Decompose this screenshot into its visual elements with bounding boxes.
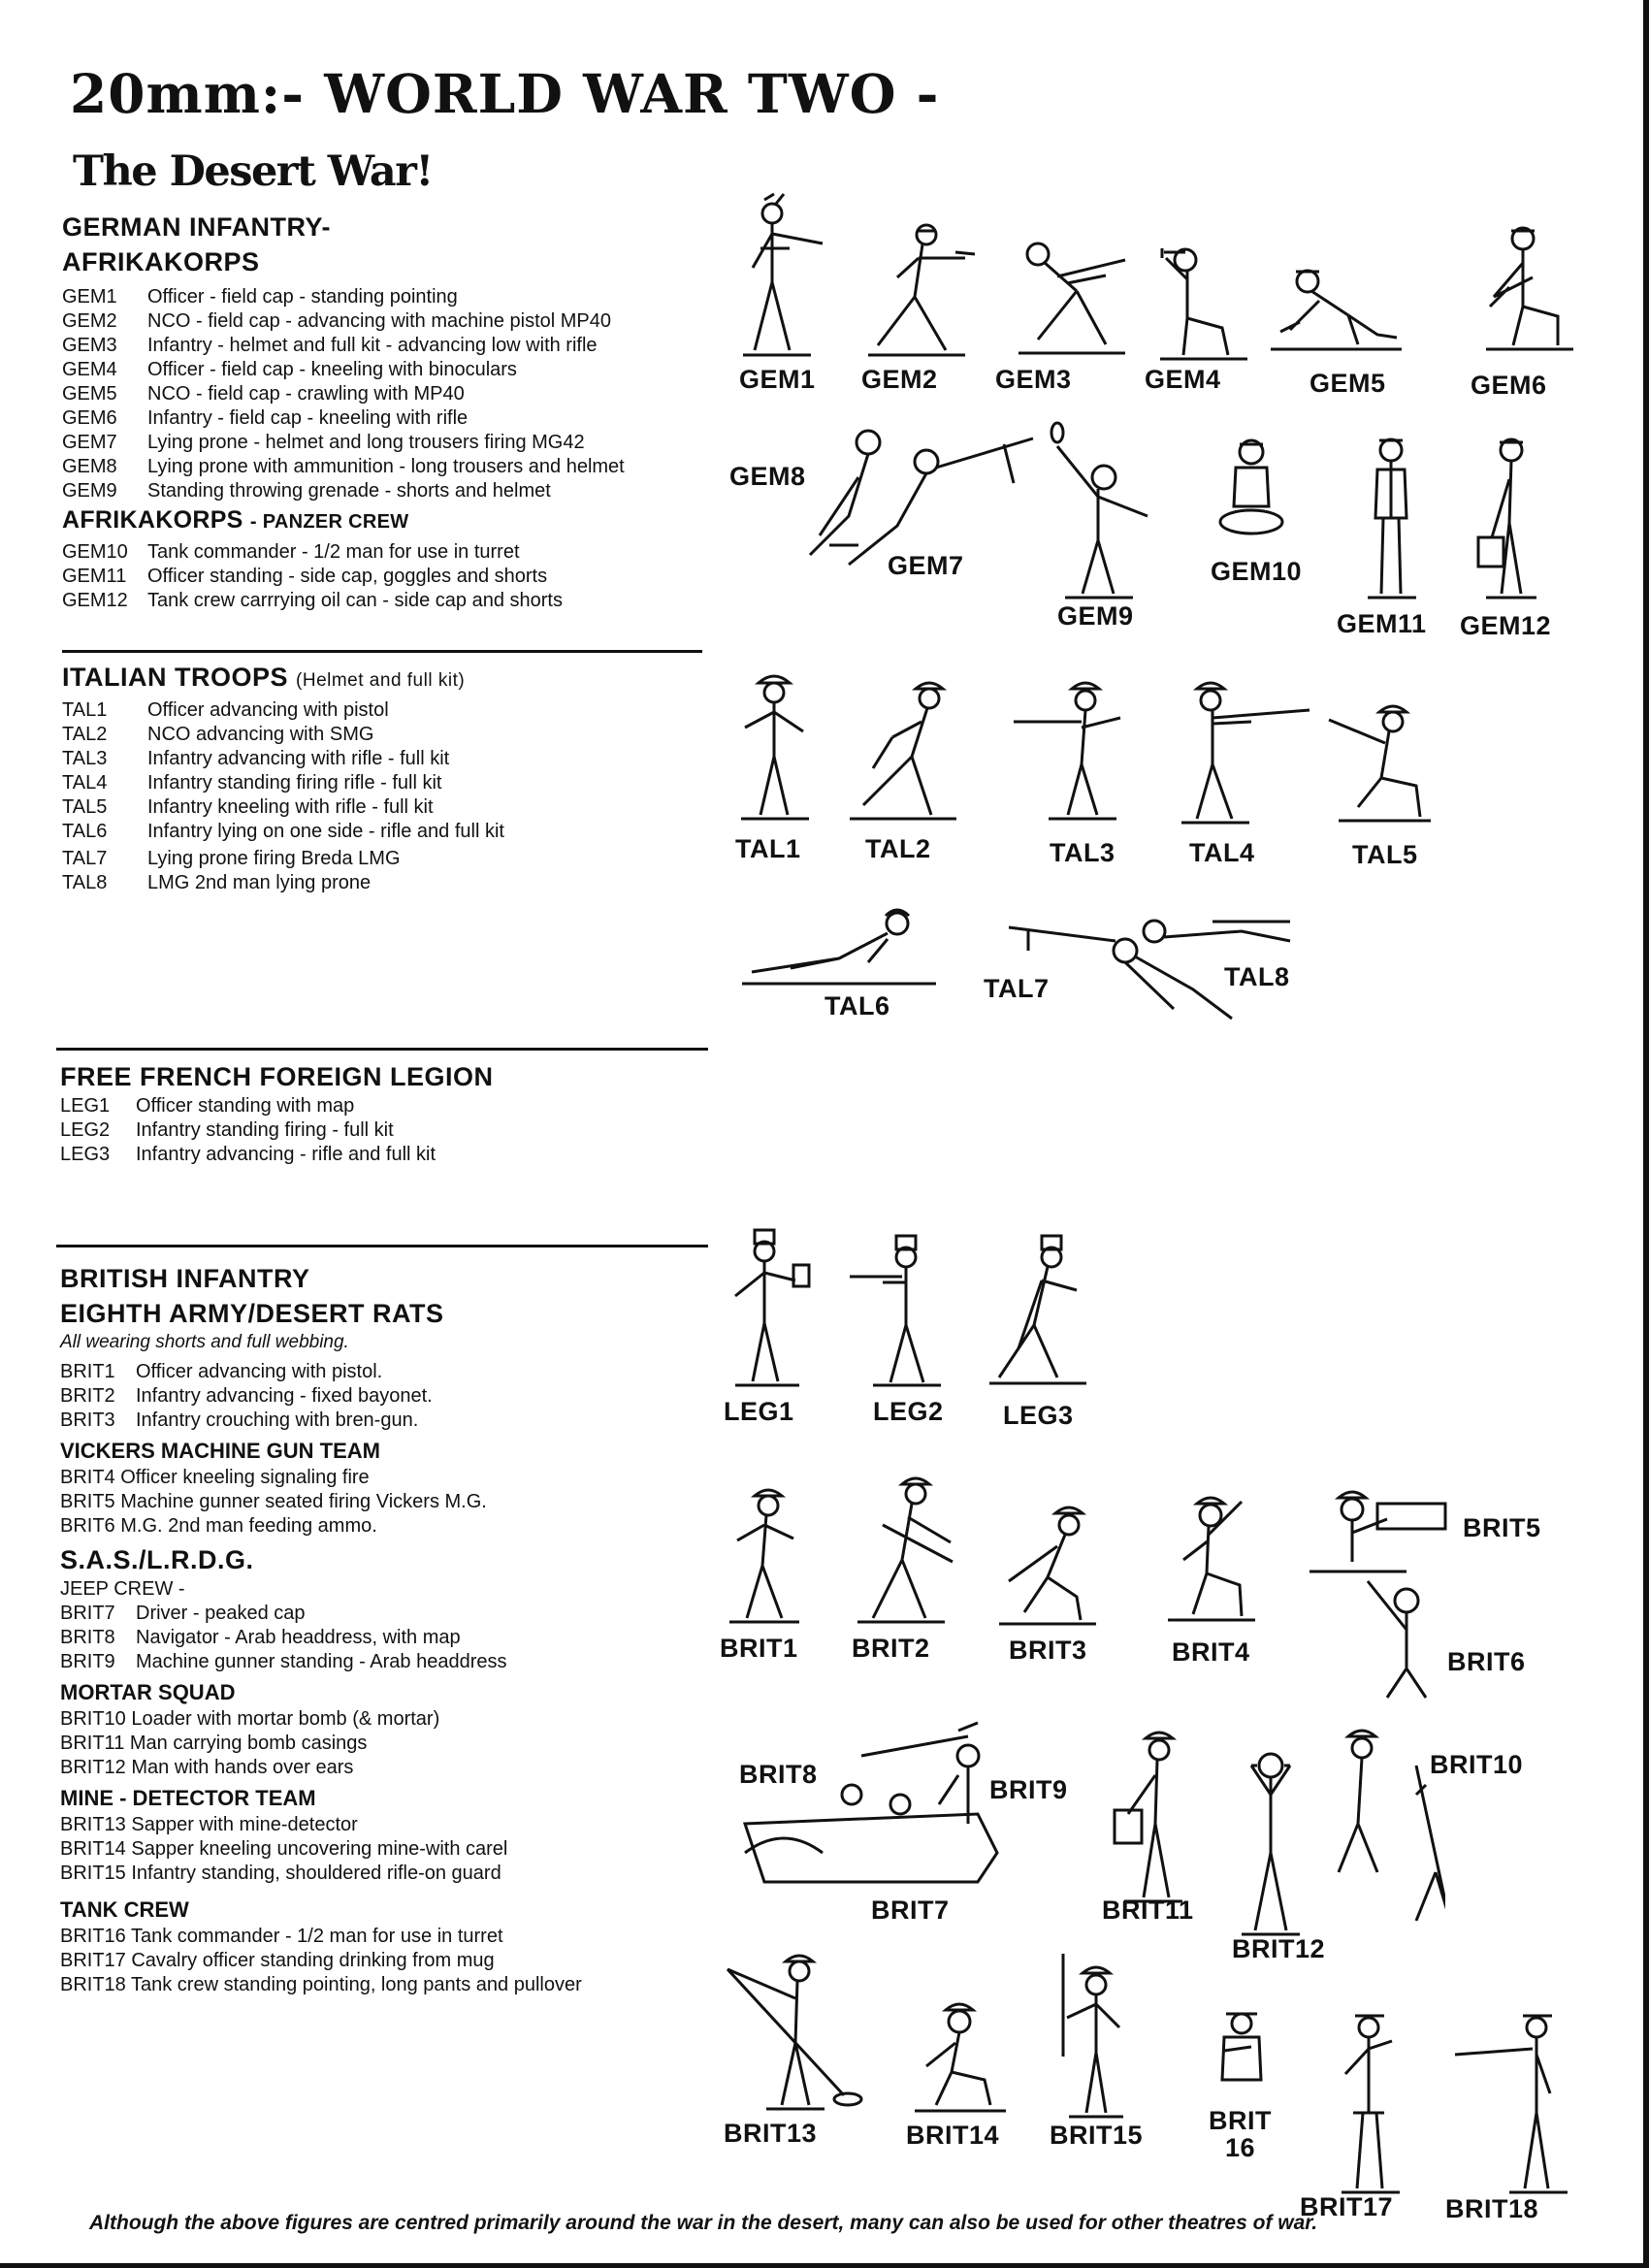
list-item: BRIT1 Officer advancing with pistol. (60, 1361, 383, 1382)
label-gem4: GEM4 (1145, 365, 1221, 394)
figure-brit11 (1101, 1727, 1198, 1911)
british-note: All wearing shorts and full webbing. (60, 1332, 349, 1352)
figure-brit16 (1203, 2002, 1280, 2090)
label-leg3: LEG3 (1003, 1401, 1074, 1430)
label-brit5: BRIT5 (1463, 1513, 1541, 1542)
legion-section (60, 1059, 720, 1167)
list-item: BRIT15 Infantry standing, shouldered rifle-on guard (60, 1863, 501, 1884)
figure-gem9 (1036, 419, 1162, 603)
label-gem2: GEM2 (861, 365, 938, 394)
figure-brit1 (718, 1484, 815, 1630)
list-item: BRIT9 Machine gunner standing - Arab headdress (60, 1651, 507, 1672)
label-gem6: GEM6 (1471, 371, 1547, 400)
figure-gem3 (999, 233, 1135, 364)
list-item: BRIT16 Tank commander - 1/2 man for use in turret (60, 1926, 503, 1947)
list-item: GEM8 Lying prone with ammunition - long trousers and helmet (62, 456, 625, 477)
list-item: GEM4 Officer - field cap - kneeling with binoculars (62, 359, 517, 380)
list-item: LEG3 Infantry advancing - rifle and full kit (60, 1144, 436, 1165)
label-brit12: BRIT12 (1232, 1934, 1326, 1963)
label-gem7: GEM7 (888, 551, 964, 580)
label-tal5: TAL5 (1352, 840, 1418, 869)
label-brit17: BRIT17 (1300, 2192, 1394, 2221)
label-brit8: BRIT8 (739, 1760, 818, 1789)
footer-note: Although the above figures are centred primarily around the war in the desert, many can also be used for other theatres of war. (89, 2212, 1318, 2234)
label-gem9: GEM9 (1057, 601, 1134, 631)
label-gem10: GEM10 (1211, 557, 1303, 586)
label-tal1: TAL1 (735, 834, 801, 863)
label-brit2: BRIT2 (852, 1634, 930, 1663)
label-brit6: BRIT6 (1447, 1647, 1526, 1676)
label-tal2: TAL2 (865, 834, 931, 863)
figure-gem2 (858, 219, 985, 365)
italian-heading: ITALIAN TROOPS (Helmet and full kit) (62, 663, 466, 692)
list-item: LEG2 Infantry standing firing - full kit (60, 1119, 394, 1141)
list-item: BRIT10 Loader with mortar bomb (& mortar) (60, 1708, 440, 1730)
jeep-crew-label: JEEP CREW - (60, 1578, 185, 1600)
page-title: 20mm:- WORLD WAR TWO - (70, 62, 940, 125)
german-heading: GERMAN INFANTRY- (62, 212, 331, 242)
list-item: BRIT7 Driver - peaked cap (60, 1603, 306, 1624)
figure-gem12 (1463, 431, 1550, 605)
figure-leg3 (980, 1232, 1096, 1392)
label-gem3: GEM3 (995, 365, 1072, 394)
list-item: BRIT13 Sapper with mine-detector (60, 1814, 358, 1835)
figure-brit4 (1154, 1492, 1261, 1630)
label-leg1: LEG1 (724, 1397, 794, 1426)
label-brit13: BRIT13 (724, 2119, 818, 2148)
label-leg2: LEG2 (873, 1397, 944, 1426)
eighth-army-heading: EIGHTH ARMY/DESERT RATS (60, 1299, 444, 1328)
figure-brit5-brit6 (1300, 1484, 1465, 1707)
scan-edge-right (1643, 0, 1649, 2268)
list-item: GEM3 Infantry - helmet and full kit - advancing low with rifle (62, 335, 598, 356)
figure-tal2 (834, 679, 970, 825)
label-gem1: GEM1 (739, 365, 816, 394)
figure-brit18 (1436, 2006, 1571, 2200)
label-tal8: TAL8 (1224, 962, 1290, 991)
figure-brit13 (718, 1950, 863, 2115)
list-item: BRIT3 Infantry crouching with bren-gun. (60, 1409, 419, 1431)
list-item: TAL4 Infantry standing firing rifle - full kit (62, 772, 442, 794)
label-brit18: BRIT18 (1445, 2194, 1539, 2223)
list-item: GEM6 Infantry - field cap - kneeling with rifle (62, 407, 469, 429)
british-section (60, 1261, 720, 1997)
page-subtitle: The Desert War! (73, 147, 433, 196)
list-item: TAL3 Infantry advancing with rifle - full kit (62, 748, 450, 769)
list-item: GEM1 Officer - field cap - standing pointing (62, 286, 458, 308)
list-item: LEG1 Officer standing with map (60, 1095, 355, 1117)
italian-section (62, 660, 722, 895)
label-gem5: GEM5 (1310, 369, 1386, 398)
label-tal3: TAL3 (1050, 838, 1116, 867)
figure-gem5 (1261, 262, 1406, 369)
list-item: BRIT2 Infantry advancing - fixed bayonet. (60, 1385, 433, 1407)
label-tal4: TAL4 (1189, 838, 1255, 867)
list-item: GEM9 Standing throwing grenade - shorts and helmet (62, 480, 551, 502)
figure-tal6 (732, 900, 946, 997)
label-brit9: BRIT9 (989, 1775, 1068, 1804)
figure-gem1 (726, 190, 842, 365)
panzer-crew-heading: AFRIKAKORPS - PANZER CREW (62, 506, 409, 534)
figure-brit7-brit8-brit9 (726, 1707, 1017, 1892)
list-item: GEM2 NCO - field cap - advancing with machine pistol MP40 (62, 310, 611, 332)
list-item: GEM11 Officer standing - side cap, goggles and shorts (62, 566, 548, 587)
list-item: TAL6 Infantry lying on one side - rifle and full kit (62, 821, 504, 842)
vickers-heading: VICKERS MACHINE GUN TEAM (60, 1439, 381, 1463)
label-brit10: BRIT10 (1430, 1750, 1524, 1779)
legion-heading: FREE FRENCH FOREIGN LEGION (60, 1062, 494, 1091)
label-brit16: BRIT 16 (1209, 2106, 1272, 2162)
list-item: BRIT18 Tank crew standing pointing, long pants and pullover (60, 1974, 582, 1995)
list-item: GEM12 Tank crew carrrying oil can - side cap and shorts (62, 590, 563, 611)
list-item: BRIT14 Sapper kneeling uncovering mine-with carel (60, 1838, 508, 1860)
figure-tal3 (1004, 679, 1140, 825)
label-brit1: BRIT1 (720, 1634, 798, 1663)
figure-tal1 (726, 669, 823, 825)
mortar-heading: MORTAR SQUAD (60, 1680, 236, 1704)
label-gem11: GEM11 (1337, 609, 1427, 638)
list-item: GEM7 Lying prone - helmet and long trousers firing MG42 (62, 432, 585, 453)
figure-gem4 (1145, 231, 1251, 367)
german-list (62, 285, 722, 503)
list-item: BRIT11 Man carrying bomb casings (60, 1733, 368, 1754)
figure-brit15 (1048, 1950, 1135, 2124)
list-item: GEM10 Tank commander - 1/2 man for use in turret (62, 541, 520, 563)
list-item: BRIT12 Man with hands over ears (60, 1757, 354, 1778)
label-tal7: TAL7 (984, 974, 1050, 1003)
figure-leg2 (844, 1232, 960, 1392)
figure-gem10 (1212, 429, 1290, 545)
label-brit14: BRIT14 (906, 2121, 1000, 2150)
label-gem8: GEM8 (729, 462, 806, 491)
figure-leg1 (718, 1226, 815, 1391)
figure-brit3 (989, 1504, 1106, 1630)
afrikakorps-heading: AFRIKAKORPS (62, 247, 260, 276)
section-divider (62, 650, 702, 653)
list-item: BRIT17 Cavalry officer standing drinking from mug (60, 1950, 495, 1971)
label-gem12: GEM12 (1460, 611, 1552, 640)
tank-crew-heading: TANK CREW (60, 1897, 189, 1922)
figure-tal4 (1174, 673, 1319, 826)
label-brit4: BRIT4 (1172, 1637, 1250, 1667)
scan-edge-bottom (0, 2263, 1649, 2268)
mine-detector-heading: MINE - DETECTOR TEAM (60, 1786, 316, 1810)
figure-brit14 (907, 1998, 1014, 2120)
list-item: BRIT5 Machine gunner seated firing Vickers M.G. (60, 1491, 487, 1512)
section-divider (56, 1245, 708, 1247)
label-brit7: BRIT7 (871, 1895, 950, 1925)
sas-heading: S.A.S./L.R.D.G. (60, 1545, 254, 1574)
label-brit3: BRIT3 (1009, 1636, 1087, 1665)
figure-gem6 (1474, 219, 1581, 365)
figure-brit12-brit10 (1222, 1727, 1445, 1950)
list-item: TAL5 Infantry kneeling with rifle - full kit (62, 796, 434, 818)
figure-gem11 (1348, 431, 1436, 605)
list-item: BRIT8 Navigator - Arab headdress, with map (60, 1627, 461, 1648)
figure-brit2 (844, 1474, 960, 1630)
label-brit15: BRIT15 (1050, 2121, 1144, 2150)
label-brit11: BRIT11 (1102, 1895, 1194, 1925)
german-section (62, 210, 722, 613)
list-item: TAL7 Lying prone firing Breda LMG (62, 848, 401, 869)
list-item: BRIT6 M.G. 2nd man feeding ammo. (60, 1515, 377, 1537)
list-item: GEM5 NCO - field cap - crawling with MP40 (62, 383, 465, 405)
british-heading: BRITISH INFANTRY (60, 1264, 310, 1293)
label-tal6: TAL6 (824, 991, 890, 1021)
list-item: BRIT4 Officer kneeling signaling fire (60, 1467, 370, 1488)
section-divider (56, 1048, 708, 1051)
list-item: TAL1 Officer advancing with pistol (62, 699, 389, 721)
list-item: TAL2 NCO advancing with SMG (62, 724, 374, 745)
list-item: TAL8 LMG 2nd man lying prone (62, 872, 372, 893)
figure-brit17 (1324, 2006, 1411, 2200)
figure-tal5 (1319, 700, 1436, 826)
